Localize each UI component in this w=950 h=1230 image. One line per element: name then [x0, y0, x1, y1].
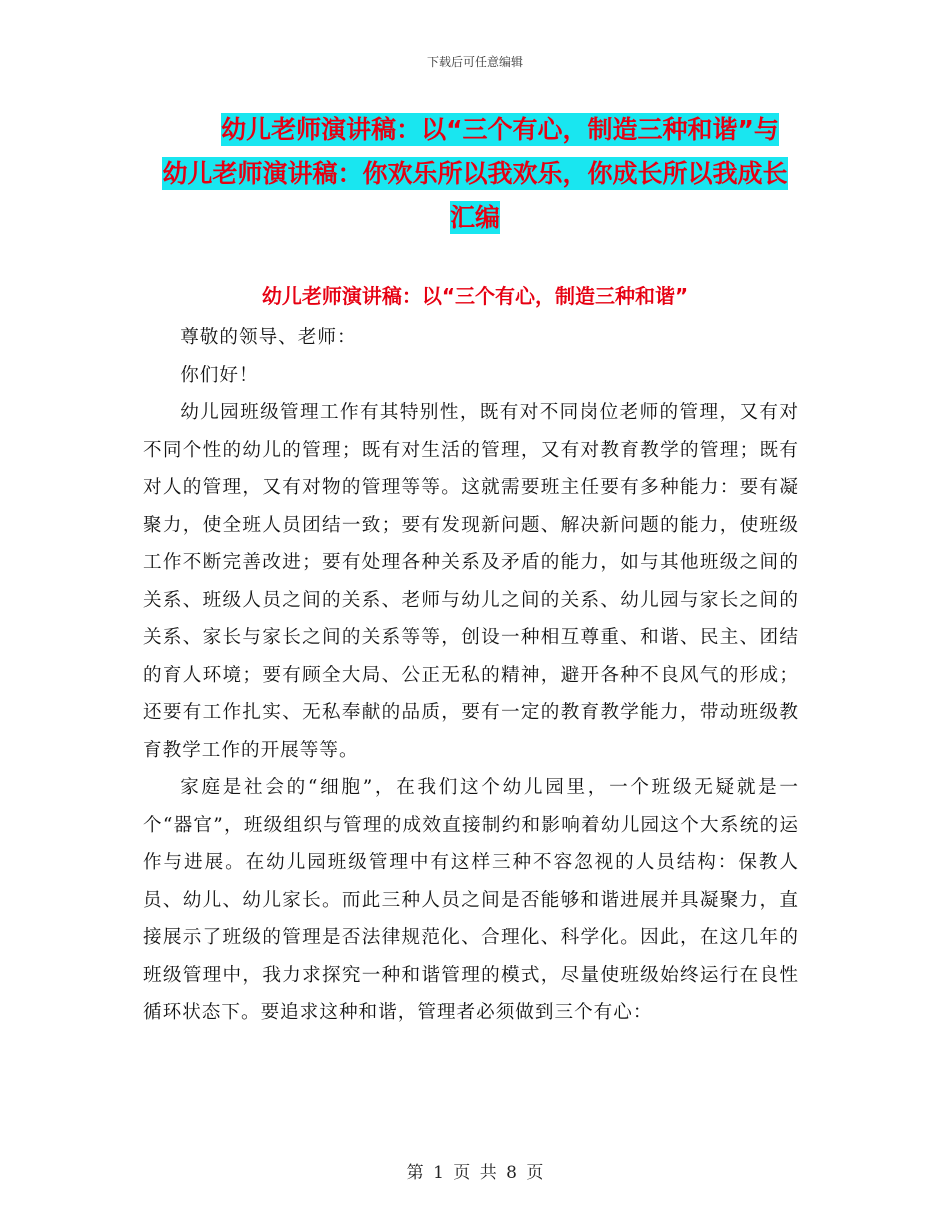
document-body [143, 319, 799, 1032]
title-line-2: 幼儿老师演讲稿：你欢乐所以我欢乐，你成长所以我成长 [162, 159, 788, 188]
page-footer: 第 1 页 共 8 页 [406, 1163, 544, 1183]
title-line-1: 幼儿老师演讲稿：以“三个有心，制造三种和谐”与 [221, 115, 779, 144]
section-title: 幼儿老师演讲稿：以“三个有心，制造三种和谐” [261, 284, 689, 308]
greeting: 你们好！ [180, 364, 259, 386]
salutation: 尊敬的领导、老师： [180, 327, 357, 348]
paragraph-2: 家庭是社会的“细胞”，在我们这个幼儿园里，一个班级无疑就是一个“器官”，班级组织与管理的成效直接制约和影响着幼儿园这个大系统的运作与进展。在幼儿园班级管理中有这样三种不容忽视的人员结构：保教人员、幼儿、幼儿家长。而此三种人员之间是否能够和谐进展并具凝聚力，直接展示了班级的管理是否法律规范化、合理化、科学化。因此，在这几年的班级管理中，我力求探究一种和谐管理的模式，尽量使班级始终运行在良性循环状态下。要追求这种和谐，管理者必须做到三个有心： [143, 777, 799, 1023]
title-line-3: 汇编 [449, 203, 500, 232]
document-title [140, 108, 810, 240]
page-header: 下载后可任意编辑 [426, 55, 523, 69]
paragraph-1: 幼儿园班级管理工作有其特别性，既有对不同岗位老师的管理，又有对不同个性的幼儿的管理；既有对生活的管理，又有对教育教学的管理；既有对人的管理，又有对物的管理等等。这就需要班主任要有多种能力：要有凝聚力，使全班人员团结一致；要有发现新问题、解决新问题的能力，使班级工作不断完善改进；要有处理各种关系及矛盾的能力，如与其他班级之间的关系、班级人员之间的关系、老师与幼儿之间的关系、幼儿园与家长之间的关系、家长与家长之间的关系等等，创设一种相互尊重、和谐、民主、团结的育人环境；要有顾全大局、公正无私的精神，避开各种不良风气的形成；还要有工作扎实、无私奉献的品质，要有一定的教育教学能力，带动班级教育教学工作的开展等等。 [143, 402, 799, 761]
